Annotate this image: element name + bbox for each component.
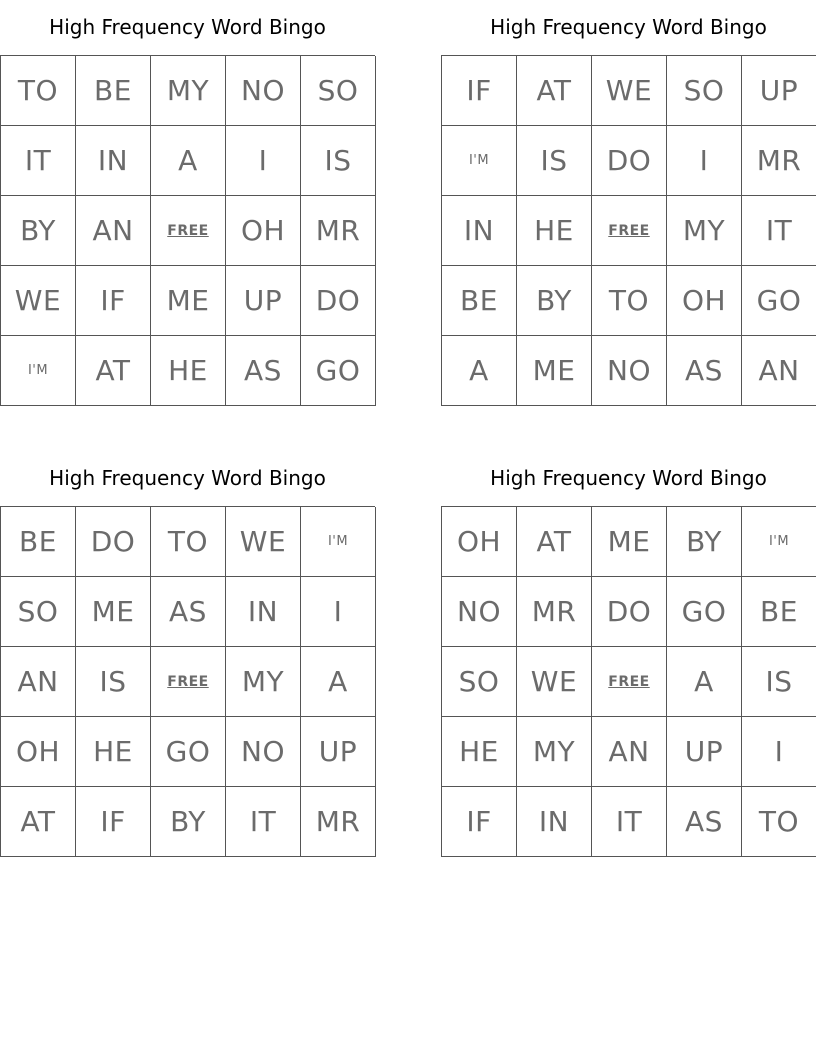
bingo-cell: AN — [1, 647, 76, 717]
bingo-grid — [0, 55, 375, 406]
bingo-cell: BY — [151, 787, 226, 857]
bingo-cell: BY — [517, 266, 592, 336]
bingo-cell: UP — [226, 266, 301, 336]
bingo-cell: UP — [667, 717, 742, 787]
bingo-cell: TO — [592, 266, 667, 336]
bingo-cell: AN — [592, 717, 667, 787]
bingo-cell: IT — [226, 787, 301, 857]
bingo-cell: A — [151, 126, 226, 196]
bingo-cell: GO — [742, 266, 816, 336]
bingo-cell: MY — [226, 647, 301, 717]
bingo-cell: I — [301, 577, 376, 647]
bingo-cell: I'M — [301, 507, 376, 577]
bingo-cell: AT — [517, 507, 592, 577]
bingo-cell: AN — [76, 196, 151, 266]
bingo-cell: AS — [667, 336, 742, 406]
bingo-cell: WE — [592, 56, 667, 126]
bingo-cell: IS — [76, 647, 151, 717]
bingo-cell: IS — [517, 126, 592, 196]
bingo-cell: NO — [442, 577, 517, 647]
bingo-grid — [441, 506, 816, 857]
bingo-cell: ME — [592, 507, 667, 577]
card-title: High Frequency Word Bingo — [49, 15, 326, 39]
bingo-cell: HE — [442, 717, 517, 787]
bingo-grid — [441, 55, 816, 406]
bingo-cell: MR — [517, 577, 592, 647]
bingo-cell: MR — [301, 787, 376, 857]
bingo-cell: OH — [1, 717, 76, 787]
bingo-cell: SO — [667, 56, 742, 126]
bingo-cell: IS — [742, 647, 816, 717]
bingo-cell: DO — [301, 266, 376, 336]
bingo-cell: WE — [1, 266, 76, 336]
bingo-cell: NO — [226, 56, 301, 126]
bingo-cell: BE — [442, 266, 517, 336]
bingo-cell: I'M — [1, 336, 76, 406]
bingo-cell: AS — [151, 577, 226, 647]
bingo-cell: SO — [442, 647, 517, 717]
bingo-cell: DO — [592, 126, 667, 196]
card-title: High Frequency Word Bingo — [490, 15, 767, 39]
bingo-cell: A — [442, 336, 517, 406]
bingo-cell: SO — [1, 577, 76, 647]
bingo-cell: MY — [517, 717, 592, 787]
bingo-cell: IN — [76, 126, 151, 196]
bingo-cell: ME — [151, 266, 226, 336]
bingo-cell: DO — [592, 577, 667, 647]
bingo-cell: MY — [151, 56, 226, 126]
bingo-cell: IT — [742, 196, 816, 266]
bingo-cell: I'M — [442, 126, 517, 196]
bingo-cell: IF — [442, 56, 517, 126]
bingo-cell: ME — [517, 336, 592, 406]
bingo-cell: GO — [151, 717, 226, 787]
bingo-cell: A — [301, 647, 376, 717]
bingo-grid — [0, 506, 375, 857]
bingo-cell: IF — [442, 787, 517, 857]
bingo-cell: IN — [226, 577, 301, 647]
card-title: High Frequency Word Bingo — [49, 466, 326, 490]
bingo-cell: IN — [442, 196, 517, 266]
bingo-cell: I — [667, 126, 742, 196]
bingo-cell: GO — [301, 336, 376, 406]
bingo-cell: SO — [301, 56, 376, 126]
bingo-cell: WE — [517, 647, 592, 717]
bingo-cell: WE — [226, 507, 301, 577]
bingo-cell: IT — [592, 787, 667, 857]
bingo-cell: IT — [1, 126, 76, 196]
bingo-cell: BE — [76, 56, 151, 126]
free-space-cell: FREE — [592, 196, 667, 266]
bingo-cell: DO — [76, 507, 151, 577]
bingo-cell: MY — [667, 196, 742, 266]
bingo-cell: ME — [76, 577, 151, 647]
card-title: High Frequency Word Bingo — [490, 466, 767, 490]
bingo-cell: OH — [226, 196, 301, 266]
bingo-cell: AT — [1, 787, 76, 857]
bingo-cell: BE — [742, 577, 816, 647]
bingo-cell: IN — [517, 787, 592, 857]
bingo-cell: AN — [742, 336, 816, 406]
free-space-cell: FREE — [151, 647, 226, 717]
bingo-cell: NO — [226, 717, 301, 787]
bingo-cell: HE — [151, 336, 226, 406]
bingo-cell: NO — [592, 336, 667, 406]
bingo-cell: HE — [76, 717, 151, 787]
bingo-cell: I'M — [742, 507, 816, 577]
bingo-cell: I — [742, 717, 816, 787]
bingo-cell: AS — [667, 787, 742, 857]
bingo-cell: A — [667, 647, 742, 717]
bingo-cell: I — [226, 126, 301, 196]
bingo-cell: AT — [517, 56, 592, 126]
bingo-cell: UP — [301, 717, 376, 787]
bingo-cell: TO — [151, 507, 226, 577]
bingo-cell: AS — [226, 336, 301, 406]
bingo-cell: TO — [742, 787, 816, 857]
bingo-cell: BY — [1, 196, 76, 266]
bingo-cell: OH — [442, 507, 517, 577]
bingo-cell: BY — [667, 507, 742, 577]
bingo-cell: UP — [742, 56, 816, 126]
bingo-cell: MR — [742, 126, 816, 196]
free-space-cell: FREE — [592, 647, 667, 717]
bingo-cell: IF — [76, 787, 151, 857]
free-space-cell: FREE — [151, 196, 226, 266]
bingo-cell: HE — [517, 196, 592, 266]
bingo-cell: IS — [301, 126, 376, 196]
bingo-cell: AT — [76, 336, 151, 406]
bingo-cell: GO — [667, 577, 742, 647]
bingo-cell: OH — [667, 266, 742, 336]
bingo-cell: TO — [1, 56, 76, 126]
bingo-cell: BE — [1, 507, 76, 577]
bingo-cell: MR — [301, 196, 376, 266]
bingo-cell: IF — [76, 266, 151, 336]
